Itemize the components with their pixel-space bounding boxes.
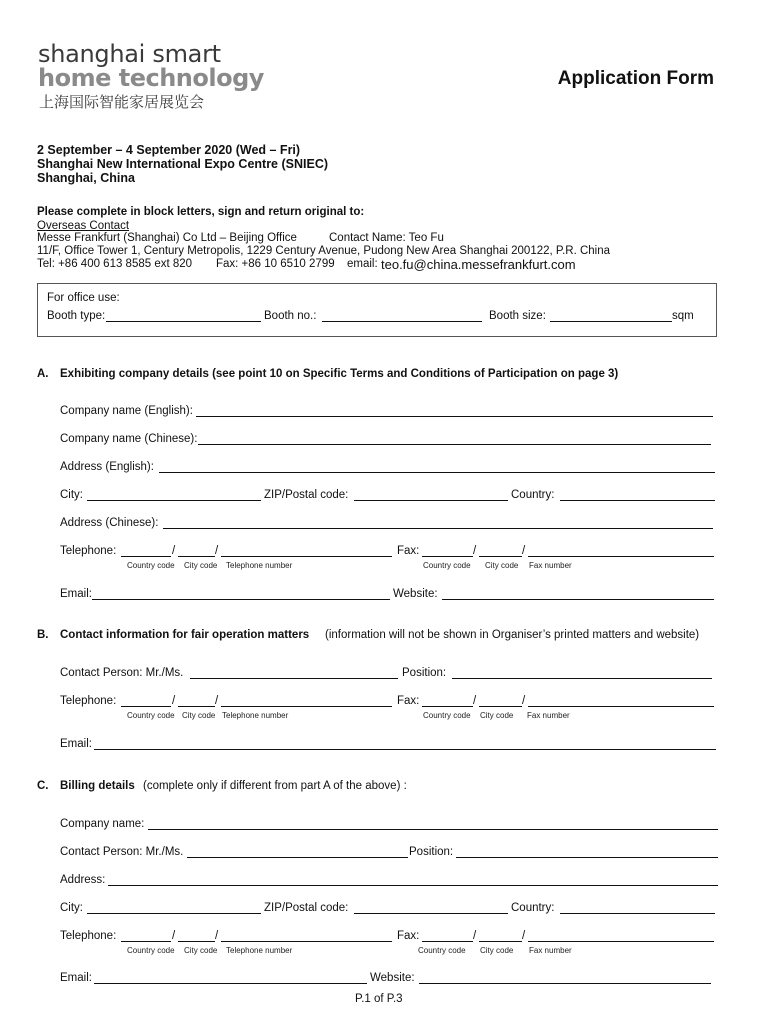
address-cn-field[interactable]	[163, 528, 713, 529]
telephone-label: Telephone:	[60, 695, 117, 707]
event-city: Shanghai, China	[37, 171, 135, 185]
fax-label: Fax:	[397, 545, 420, 557]
tel-country-code-field[interactable]	[121, 941, 171, 942]
section-a-heading: Exhibiting company details (see point 10 on Specific Terms and Conditions of Participation on page 3)	[60, 368, 619, 380]
office-email-label: email:	[347, 258, 378, 270]
company-cn-label: Company name (Chinese):	[60, 433, 198, 445]
fax-city-code-hint: City code	[485, 561, 519, 570]
fax-city-code-hint: City code	[480, 946, 514, 955]
billing-company-field[interactable]	[148, 829, 718, 830]
zip-label: ZIP/Postal code:	[264, 489, 349, 501]
logo-line-2: home technology	[38, 64, 264, 92]
tel-number-field[interactable]	[221, 941, 392, 942]
tel-city-code-hint: City code	[184, 946, 218, 955]
page-number: P.1 of P.3	[355, 993, 403, 1005]
billing-country-field[interactable]	[560, 913, 715, 914]
email-label: Email:	[60, 588, 92, 600]
slash: /	[215, 695, 219, 707]
event-venue: Shanghai New International Expo Centre (SNIEC)	[37, 157, 329, 171]
booth-type-field	[106, 321, 261, 322]
tel-number-field[interactable]	[221, 706, 392, 707]
billing-address-label: Address:	[60, 874, 106, 886]
fax-country-code-hint: Country code	[423, 561, 471, 570]
tel-number-field[interactable]	[221, 556, 392, 557]
contact-name: Contact Name: Teo Fu	[329, 232, 444, 244]
tel-city-code-hint: City code	[182, 711, 216, 720]
logo-line-1: shanghai smart	[38, 40, 221, 68]
office-email[interactable]: teo.fu@china.messefrankfurt.com	[381, 257, 576, 272]
fax-label: Fax:	[397, 695, 420, 707]
tel-city-code-field[interactable]	[178, 941, 215, 942]
tel-city-code-field[interactable]	[178, 706, 215, 707]
slash: /	[473, 545, 477, 557]
billing-position-field[interactable]	[456, 857, 718, 858]
billing-email-label: Email:	[60, 972, 92, 984]
instruction: Please complete in block letters, sign and return original to:	[37, 206, 365, 218]
email-label: Email:	[60, 738, 92, 750]
overseas-contact: Overseas Contact	[37, 220, 130, 232]
fax-city-code-field[interactable]	[479, 556, 522, 557]
fax-number-hint: Fax number	[529, 561, 572, 570]
country-field[interactable]	[560, 500, 715, 501]
zip-field[interactable]	[354, 500, 508, 501]
tel-city-code-hint: City code	[184, 561, 218, 570]
billing-position-label: Position:	[409, 846, 454, 858]
booth-size-unit: sqm	[672, 310, 694, 322]
tel-country-code-field[interactable]	[121, 556, 171, 557]
billing-zip-field[interactable]	[354, 913, 508, 914]
section-a-letter: A.	[37, 368, 49, 380]
billing-city-field[interactable]	[87, 913, 261, 914]
billing-website-label: Website:	[370, 972, 415, 984]
tel-city-code-field[interactable]	[178, 556, 215, 557]
billing-city-label: City:	[60, 902, 83, 914]
booth-size-label: Booth size:	[489, 310, 546, 322]
telephone-label: Telephone:	[60, 930, 117, 942]
fax-number-field[interactable]	[528, 556, 714, 557]
address-en-field[interactable]	[159, 472, 715, 473]
slash: /	[522, 695, 526, 707]
office-use-label: For office use:	[47, 292, 120, 304]
fax-country-code-hint: Country code	[423, 711, 471, 720]
office-address: 11/F, Office Tower 1, Century Metropolis, 1229 Century Avenue, Pudong New Area Shanghai 200122, P.R. China	[37, 245, 611, 257]
position-field[interactable]	[452, 678, 712, 679]
office-tel: Tel: +86 400 613 8585 ext 820	[37, 258, 193, 270]
booth-size-field	[550, 321, 672, 322]
company-en-label: Company name (English):	[60, 405, 193, 417]
fax-country-code-field[interactable]	[422, 706, 473, 707]
contact-person-field[interactable]	[190, 678, 398, 679]
contact-person-label: Contact Person: Mr./Ms.	[60, 667, 184, 679]
fax-number-field[interactable]	[528, 941, 714, 942]
section-c-heading: Billing details	[60, 780, 135, 792]
billing-website-field[interactable]	[419, 983, 711, 984]
fax-number-hint: Fax number	[529, 946, 572, 955]
address-cn-label: Address (Chinese):	[60, 517, 159, 529]
slash: /	[522, 930, 526, 942]
fax-country-code-field[interactable]	[422, 941, 473, 942]
position-label: Position:	[402, 667, 447, 679]
logo-chinese: 上海国际智能家居展览会	[39, 93, 205, 111]
billing-email-field[interactable]	[94, 983, 367, 984]
website-field[interactable]	[442, 599, 714, 600]
office-company: Messe Frankfurt (Shanghai) Co Ltd – Beijing Office	[37, 232, 297, 244]
booth-no-label: Booth no.:	[264, 310, 317, 322]
office-use-box	[37, 283, 717, 337]
section-b-letter: B.	[37, 629, 49, 641]
country-label: Country:	[511, 489, 555, 501]
website-label: Website:	[393, 588, 438, 600]
fax-label: Fax:	[397, 930, 420, 942]
tel-country-code-hint: Country code	[127, 711, 175, 720]
slash: /	[473, 930, 477, 942]
tel-number-hint: Telephone number	[226, 946, 293, 955]
fax-city-code-field[interactable]	[479, 706, 522, 707]
booth-type-label: Booth type:	[47, 310, 106, 322]
email-field[interactable]	[94, 749, 716, 750]
city-field[interactable]	[87, 500, 261, 501]
fax-country-code-field[interactable]	[422, 556, 473, 557]
telephone-label: Telephone:	[60, 545, 117, 557]
email-field[interactable]	[92, 599, 390, 600]
fax-city-code-field[interactable]	[479, 941, 522, 942]
billing-country-label: Country:	[511, 902, 555, 914]
tel-country-code-field[interactable]	[121, 706, 171, 707]
slash: /	[522, 545, 526, 557]
billing-address-field[interactable]	[108, 885, 718, 886]
section-b-note: (information will not be shown in Organiser’s printed matters and website)	[325, 629, 700, 641]
tel-number-hint: Telephone number	[222, 711, 289, 720]
fax-city-code-hint: City code	[480, 711, 514, 720]
section-b-heading: Contact information for fair operation matters	[60, 629, 310, 641]
tel-country-code-hint: Country code	[127, 561, 175, 570]
slash: /	[215, 545, 219, 557]
billing-contact-label: Contact Person: Mr./Ms.	[60, 846, 184, 858]
billing-contact-field[interactable]	[187, 857, 408, 858]
tel-number-hint: Telephone number	[226, 561, 293, 570]
page-title: Application Form	[557, 68, 714, 89]
billing-zip-label: ZIP/Postal code:	[264, 902, 349, 914]
section-c-letter: C.	[37, 780, 49, 792]
slash: /	[172, 930, 176, 942]
company-en-field[interactable]	[196, 416, 713, 417]
billing-company-label: Company name:	[60, 818, 145, 830]
fax-country-code-hint: Country code	[418, 946, 466, 955]
fax-number-hint: Fax number	[527, 711, 570, 720]
slash: /	[172, 695, 176, 707]
office-fax: Fax: +86 10 6510 2799	[216, 258, 335, 270]
city-label: City:	[60, 489, 83, 501]
fax-number-field[interactable]	[528, 706, 714, 707]
company-cn-field[interactable]	[198, 444, 711, 445]
section-c-note: (complete only if different from part A of the above) :	[143, 780, 407, 792]
slash: /	[172, 545, 176, 557]
address-en-label: Address (English):	[60, 461, 154, 473]
booth-no-field	[322, 321, 482, 322]
slash: /	[215, 930, 219, 942]
event-dates: 2 September – 4 September 2020 (Wed – Fri)	[37, 143, 301, 157]
tel-country-code-hint: Country code	[127, 946, 175, 955]
slash: /	[473, 695, 477, 707]
